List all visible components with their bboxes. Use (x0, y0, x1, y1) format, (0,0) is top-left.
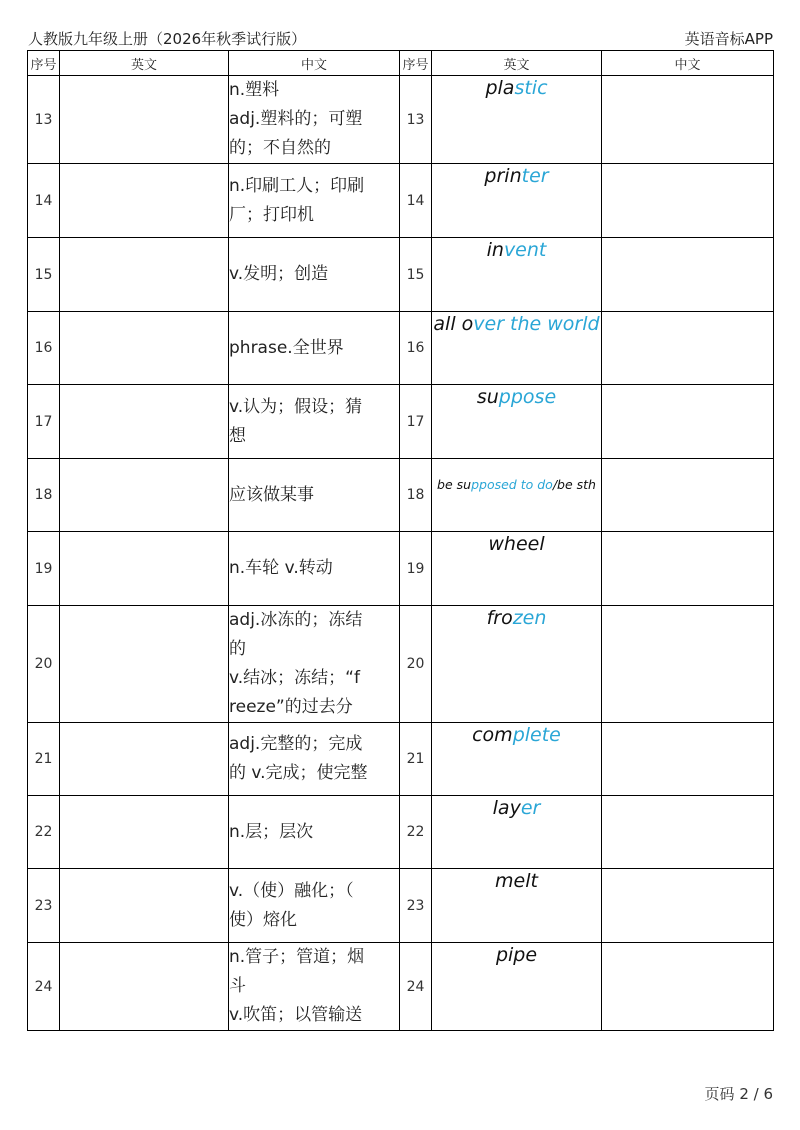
row-index: 15 (34, 266, 53, 283)
english-word-part: fro (486, 607, 513, 629)
row-index: 13 (34, 111, 53, 128)
row-index: 23 (406, 897, 425, 914)
chinese-answer-blank (602, 606, 774, 723)
row-index-cell (28, 606, 60, 723)
row-index-cell-right (400, 606, 432, 723)
english-word-cell (432, 164, 602, 238)
chinese-meaning-cell (229, 869, 400, 943)
row-index-cell-right (400, 459, 432, 532)
chinese-meaning-line: adj.塑料的；可塑 (229, 109, 363, 129)
table-row (28, 532, 774, 606)
english-word-cell (432, 76, 602, 164)
english-word-part: pla (485, 77, 515, 99)
english-answer-blank (60, 459, 229, 532)
english-word-part: prin (484, 165, 522, 187)
chinese-meaning-line: 的；不自然的 (229, 138, 331, 158)
chinese-meaning-line: 厂；打印机 (229, 204, 314, 225)
english-word-part: be su (437, 477, 472, 492)
table-row (28, 459, 774, 532)
chinese-meaning-line: 应该做某事 (229, 484, 314, 505)
header-english-right: 英文 (432, 51, 602, 76)
english-answer-blank (60, 532, 229, 606)
english-answer-blank (60, 606, 229, 723)
english-answer-blank (60, 869, 229, 943)
row-index: 17 (34, 413, 53, 430)
chinese-meaning-cell (229, 238, 400, 312)
row-index: 13 (406, 111, 425, 128)
row-index-cell (28, 76, 60, 164)
chinese-meaning-line: n.管子；管道；烟 (229, 947, 365, 967)
row-index-cell (28, 238, 60, 312)
row-index: 18 (34, 487, 53, 503)
english-word-highlight: ter (521, 165, 549, 187)
row-index: 19 (34, 560, 53, 577)
row-index-cell-right (400, 532, 432, 606)
row-index: 17 (406, 413, 425, 430)
english-word-cell (432, 606, 602, 723)
english-word-part: in (486, 239, 504, 261)
chinese-meaning-line: n.车轮 v.转动 (229, 558, 333, 578)
chinese-meaning-line: adj.完整的；完成 (229, 734, 363, 754)
chinese-meaning-line: adj.冰冻的；冻结 (229, 610, 363, 630)
chinese-meaning-line: v.认为；假设；猜 (229, 396, 363, 417)
chinese-meaning-line: 的 (229, 639, 246, 659)
english-word-part: all o (433, 313, 474, 335)
chinese-answer-blank (602, 238, 774, 312)
chinese-meaning-line: n.塑料 (229, 80, 280, 100)
row-index: 23 (34, 897, 53, 914)
english-answer-blank (60, 723, 229, 796)
row-index: 24 (406, 978, 425, 995)
row-index: 20 (34, 656, 53, 672)
chinese-meaning-line: 的 v.完成；使完整 (229, 763, 368, 783)
row-index: 22 (406, 824, 425, 840)
chinese-meaning-cell (229, 76, 400, 164)
app-name: 英语音标APP (684, 30, 773, 48)
chinese-meaning-cell (229, 532, 400, 606)
chinese-meaning-line: 斗 (229, 976, 246, 996)
table-row (28, 164, 774, 238)
chinese-meaning-line: 使）熔化 (229, 909, 297, 930)
english-answer-blank (60, 796, 229, 869)
vocabulary-table (27, 50, 774, 1031)
chinese-meaning-cell (229, 312, 400, 385)
row-index-cell (28, 532, 60, 606)
page-number: 页码 2 / 6 (704, 1085, 773, 1103)
english-word-highlight: er (520, 797, 541, 819)
table-row (28, 238, 774, 312)
header-index-right: 序号 (400, 51, 432, 76)
chinese-meaning-line: reeze”的过去分 (229, 697, 353, 717)
row-index-cell-right (400, 385, 432, 459)
table-row (28, 76, 774, 164)
english-word-cell (432, 459, 602, 532)
english-answer-blank (60, 943, 229, 1031)
table-row (28, 723, 774, 796)
chinese-meaning-line: v.（使）融化；（ (229, 880, 354, 901)
row-index: 14 (406, 192, 425, 209)
chinese-answer-blank (602, 312, 774, 385)
english-word-cell (432, 796, 602, 869)
table-row (28, 312, 774, 385)
chinese-meaning-line: 想 (229, 425, 246, 446)
chinese-meaning-line: n.印刷工人；印刷 (229, 175, 365, 196)
header-index-left: 序号 (28, 51, 60, 76)
row-index-cell-right (400, 164, 432, 238)
row-index: 24 (34, 978, 53, 995)
row-index: 19 (406, 560, 425, 577)
chinese-meaning-line: v.结冰；冻结；“f (229, 668, 360, 688)
table-row (28, 385, 774, 459)
row-index-cell (28, 312, 60, 385)
table-row (28, 869, 774, 943)
row-index-cell-right (400, 943, 432, 1031)
row-index-cell (28, 385, 60, 459)
chinese-meaning-cell (229, 385, 400, 459)
row-index-cell (28, 943, 60, 1031)
english-answer-blank (60, 312, 229, 385)
english-answer-blank (60, 238, 229, 312)
english-word-cell (432, 238, 602, 312)
english-answer-blank (60, 76, 229, 164)
row-index-cell-right (400, 76, 432, 164)
chinese-meaning-cell (229, 459, 400, 532)
chinese-answer-blank (602, 869, 774, 943)
english-word-part: com (472, 724, 513, 746)
row-index: 14 (34, 192, 53, 209)
table-row (28, 606, 774, 723)
chinese-answer-blank (602, 723, 774, 796)
row-index-cell-right (400, 312, 432, 385)
english-word-cell (432, 723, 602, 796)
row-index: 22 (34, 824, 53, 840)
english-word-highlight: zen (512, 607, 547, 629)
english-word-part: /be sth (552, 477, 596, 492)
english-word-cell (432, 312, 602, 385)
row-index-cell (28, 723, 60, 796)
row-index: 16 (406, 340, 425, 356)
table-header-row (28, 51, 774, 76)
english-word-part: su (476, 386, 499, 408)
english-word-highlight: ppose (498, 386, 557, 408)
chinese-answer-blank (602, 459, 774, 532)
chinese-answer-blank (602, 76, 774, 164)
row-index: 15 (406, 266, 425, 283)
row-index-cell (28, 164, 60, 238)
row-index-cell-right (400, 796, 432, 869)
english-word-highlight: vent (503, 239, 547, 261)
english-word-part: pipe (495, 944, 538, 966)
chinese-answer-blank (602, 943, 774, 1031)
english-answer-blank (60, 164, 229, 238)
english-word-cell (432, 385, 602, 459)
chinese-meaning-cell (229, 723, 400, 796)
row-index-cell (28, 796, 60, 869)
english-word-cell (432, 943, 602, 1031)
chinese-meaning-cell (229, 164, 400, 238)
header-chinese-right: 中文 (602, 51, 774, 76)
row-index: 20 (406, 656, 425, 672)
english-word-cell (432, 869, 602, 943)
row-index-cell-right (400, 238, 432, 312)
chinese-meaning-line: v.发明；创造 (229, 264, 329, 284)
header-chinese-left: 中文 (229, 51, 400, 76)
english-word-highlight: ver the world (473, 313, 600, 335)
chinese-meaning-cell (229, 943, 400, 1031)
document-title: 人教版九年级上册（2026年秋季试行版） (28, 30, 307, 48)
english-word-highlight: plete (512, 724, 561, 746)
english-word-part: melt (495, 870, 538, 892)
row-index: 21 (34, 751, 53, 767)
row-index-cell (28, 459, 60, 532)
header-english-left: 英文 (60, 51, 229, 76)
table-row (28, 796, 774, 869)
chinese-answer-blank (602, 532, 774, 606)
chinese-answer-blank (602, 164, 774, 238)
chinese-meaning-line: n.层；层次 (229, 821, 314, 842)
english-answer-blank (60, 385, 229, 459)
chinese-meaning-cell (229, 606, 400, 723)
chinese-answer-blank (602, 385, 774, 459)
chinese-meaning-line: v.吹笛；以管输送 (229, 1005, 363, 1025)
chinese-answer-blank (602, 796, 774, 869)
row-index: 21 (406, 751, 425, 767)
english-word-highlight: stic (514, 77, 548, 99)
english-word-cell (432, 532, 602, 606)
english-word-part: wheel (488, 533, 545, 555)
row-index-cell-right (400, 869, 432, 943)
english-word-highlight: pposed to do (471, 477, 553, 492)
row-index-cell-right (400, 723, 432, 796)
table-row (28, 943, 774, 1031)
chinese-meaning-line: phrase.全世界 (229, 337, 344, 358)
english-word-part: lay (492, 797, 521, 819)
chinese-meaning-cell (229, 796, 400, 869)
row-index-cell (28, 869, 60, 943)
row-index: 18 (406, 487, 425, 503)
row-index: 16 (34, 340, 53, 356)
